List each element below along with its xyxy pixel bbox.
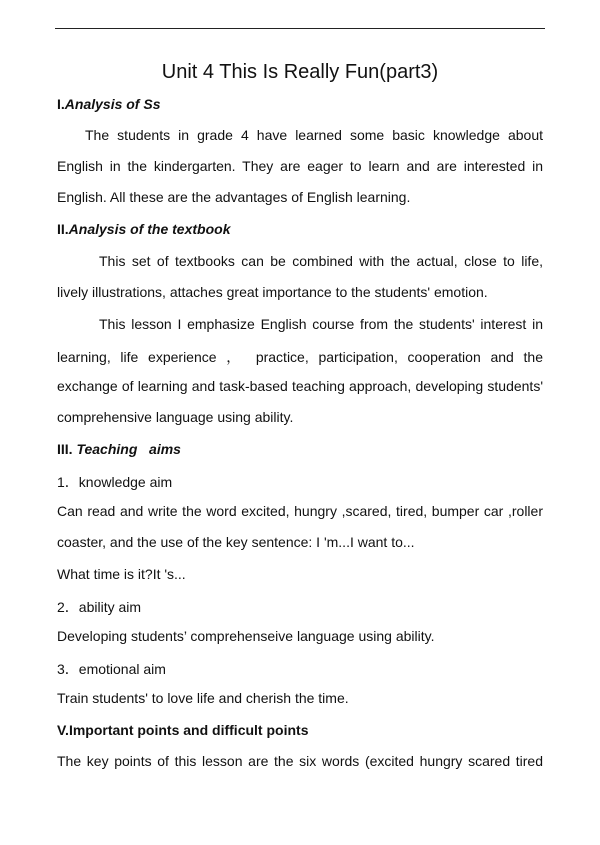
section-heading-teaching-aims — [57, 441, 181, 457]
subheading-knowledge-aim: 1．knowledge aim — [57, 474, 173, 490]
subheading-emotional-aim: 3．emotional aim — [57, 661, 166, 677]
paragraph-line: Developing students’ comprehenseive language using ability. — [57, 628, 435, 644]
header-rule — [55, 28, 545, 29]
section-number: III. — [57, 441, 73, 457]
section-heading-important-points: V.Important points and difficult points — [57, 722, 309, 738]
paragraph-line: Train students' to love life and cherish the time. — [57, 690, 349, 706]
section-number: II. — [57, 221, 69, 237]
paragraph-line: exchange of learning and task-based teaching approach, developing students' — [57, 378, 543, 394]
section-heading-analysis-of-ss — [57, 96, 160, 112]
section-number: I. — [57, 96, 65, 112]
paragraph-line: English in the kindergarten. They are eager to learn and are interested in — [57, 158, 543, 174]
paragraph-line: lively illustrations, attaches great importance to the students' emotion. — [57, 284, 488, 300]
section-heading-analysis-of-textbook — [57, 221, 230, 237]
page-title: Unit 4 This Is Really Fun(part3) — [161, 61, 439, 83]
paragraph-line: coaster, and the use of the key sentence: I 'm...I want to... — [57, 534, 415, 550]
paragraph-line: This lesson I emphasize English course from the students' interest in — [99, 316, 543, 332]
paragraph-line: learning, life experience ， practice, participation, cooperation and the — [57, 349, 543, 365]
subheading-ability-aim: 2．ability aim — [57, 599, 142, 615]
section-title: Analysis of the textbook — [68, 221, 231, 237]
section-title: Teaching aims — [76, 441, 181, 457]
section-title: Analysis of Ss — [64, 96, 161, 112]
paragraph-line: comprehensive language using ability. — [57, 409, 294, 425]
paragraph-line: The students in grade 4 have learned some basic knowledge about — [85, 127, 543, 143]
paragraph-line: English. All these are the advantages of English learning. — [57, 189, 411, 205]
paragraph-line: Can read and write the word excited, hungry ,scared, tired, bumper car ,roller — [57, 503, 543, 519]
paragraph-line: This set of textbooks can be combined with the actual, close to life, — [99, 253, 543, 269]
paragraph-line: The key points of this lesson are the six words (excited hungry scared tired — [57, 753, 543, 769]
paragraph-line: What time is it?It 's... — [57, 566, 186, 582]
